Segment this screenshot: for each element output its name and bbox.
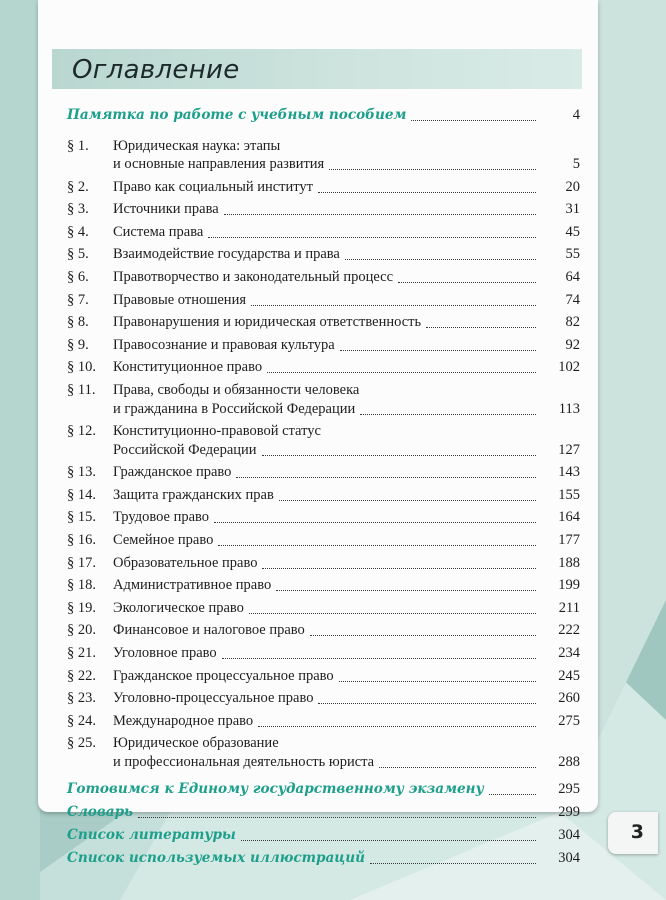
page-ref: 164 <box>558 509 580 526</box>
entry-title-line: Трудовое право <box>113 509 210 526</box>
entry-title-line: Правонарушения и юридическая ответственность <box>113 314 422 331</box>
entry-title-line: Международное право <box>113 712 254 729</box>
entry-title-line: Право как социальный институт <box>113 178 313 195</box>
entry-title-line: Экологическое право <box>113 599 244 616</box>
dot-leader <box>360 412 536 415</box>
page-ref: 155 <box>558 486 580 503</box>
toc-entry-chapter[interactable] <box>67 423 580 460</box>
section-number: § 7. <box>67 291 89 308</box>
table-of-contents <box>38 0 598 867</box>
section-number: § 11. <box>67 382 96 398</box>
dot-leader <box>310 633 536 636</box>
dot-leader <box>345 257 536 260</box>
page-ref: 188 <box>558 554 580 571</box>
dot-leader <box>276 588 536 591</box>
dot-leader <box>222 656 536 659</box>
section-number: § 15. <box>67 509 96 526</box>
page-ref: 45 <box>565 223 580 240</box>
toc-entry-chapter[interactable] <box>67 600 580 619</box>
entry-title-line: Гражданское право <box>113 464 232 481</box>
dot-leader <box>224 212 536 215</box>
section-number: § 8. <box>67 314 89 331</box>
page-ref: 102 <box>558 359 580 376</box>
page-ref: 304 <box>558 827 580 844</box>
page-ref: 275 <box>558 712 580 729</box>
page-ref: 299 <box>558 804 580 821</box>
dot-leader <box>267 370 536 373</box>
section-number: § 17. <box>67 554 96 571</box>
dot-leader <box>339 679 536 682</box>
entry-title-line: Список используемых иллюстраций <box>67 850 365 867</box>
entry-title-line: Юридическое образование <box>113 735 279 752</box>
dot-leader <box>318 701 536 704</box>
entry-title-line: Правотворчество и законодательный процесс <box>113 269 394 285</box>
entry-title-line: Уголовное право <box>113 645 217 661</box>
section-number: § 12. <box>67 423 96 440</box>
page-ref: 260 <box>558 690 580 707</box>
section-number: § 9. <box>67 336 89 353</box>
toc-entry-chapter[interactable] <box>67 555 580 574</box>
toc-entry-chapter[interactable] <box>67 532 580 551</box>
dot-leader <box>249 611 536 614</box>
dot-leader <box>370 861 536 864</box>
dot-leader <box>138 815 536 818</box>
entry-title-line: Уголовно-процессуальное право <box>113 690 314 707</box>
entry-title-line: Система права <box>113 223 204 240</box>
toc-entry-chapter[interactable] <box>67 622 580 641</box>
entry-title-line: Взаимодействие государства и права <box>113 246 340 263</box>
entry-title-line: Список литературы <box>67 827 236 844</box>
entry-title-line: Правовые отношения <box>113 291 246 308</box>
dot-leader <box>208 235 536 238</box>
dot-leader <box>262 453 536 456</box>
section-number: § 3. <box>67 201 89 218</box>
entry-title-line: Финансовое и налоговое право <box>113 622 305 639</box>
toc-entry-chapter[interactable] <box>67 246 580 265</box>
toc-entry-chapter[interactable] <box>67 509 580 528</box>
toc-entry-appendix[interactable] <box>67 850 580 869</box>
page-number-tab <box>608 812 658 854</box>
entry-title-line: Гражданское процессуальное право <box>113 667 334 684</box>
section-number: § 20. <box>67 622 96 639</box>
section-number: § 18. <box>67 577 96 594</box>
entry-title-line: Конституционно-правовой статус <box>113 423 321 440</box>
dot-leader <box>236 475 536 478</box>
page-ref: 304 <box>558 850 580 867</box>
toc-entry-chapter[interactable] <box>67 735 580 772</box>
toc-entry-chapter[interactable] <box>67 464 580 483</box>
section-number: § 25. <box>67 735 96 752</box>
section-number: § 6. <box>67 269 89 285</box>
toc-entry-chapter[interactable] <box>67 359 580 378</box>
page-ref: 127 <box>558 441 580 458</box>
section-number: § 22. <box>67 667 96 684</box>
dot-leader <box>426 325 536 328</box>
dot-leader <box>279 498 536 501</box>
page-title: Оглавление <box>72 55 240 85</box>
dot-leader <box>251 303 536 306</box>
toc-entry-chapter[interactable] <box>67 292 580 311</box>
section-number: § 14. <box>67 486 96 503</box>
toc-entry-chapter[interactable] <box>67 179 580 198</box>
entry-title-line: Готовимся к Единому государственному экзамену <box>67 781 484 798</box>
section-number: § 5. <box>67 246 89 263</box>
page-ref: 245 <box>558 667 580 684</box>
entry-title-line: Юридическая наука: этапы <box>113 137 281 154</box>
entry-title-line: и основные направления развития <box>113 156 325 172</box>
page-ref: 31 <box>565 201 580 218</box>
page-ref: 74 <box>565 291 580 308</box>
page-ref: 82 <box>565 314 580 331</box>
section-number: § 19. <box>67 599 96 616</box>
entry-title-line: Права, свободы и обязанности человека <box>113 382 360 398</box>
page-ref: 55 <box>565 246 580 263</box>
dot-leader <box>379 765 536 768</box>
entry-title-line: Административное право <box>113 577 272 594</box>
toc-entry-intro[interactable] <box>67 107 580 126</box>
section-number: § 13. <box>67 464 96 481</box>
toc-entry-chapter[interactable] <box>67 487 580 506</box>
toc-entry-chapter[interactable] <box>67 645 580 664</box>
page-ref: 288 <box>558 753 580 770</box>
page-ref: 113 <box>558 400 580 417</box>
toc-panel <box>38 0 598 867</box>
toc-entry-chapter[interactable] <box>67 224 580 243</box>
section-number: § 2. <box>67 178 89 195</box>
toc-entry-appendix[interactable] <box>67 781 580 800</box>
page-ref: 211 <box>558 599 580 616</box>
dot-leader <box>241 838 536 841</box>
page-ref: 199 <box>558 577 580 594</box>
dot-leader <box>214 520 536 523</box>
toc-entry-chapter[interactable] <box>67 577 580 596</box>
dot-leader <box>411 118 536 121</box>
dot-leader <box>489 792 536 795</box>
page-ref: 20 <box>565 178 580 195</box>
entry-title-line: Конституционное право <box>113 359 263 376</box>
entry-title-line: Семейное право <box>113 532 214 548</box>
section-number: § 21. <box>67 645 96 661</box>
dot-leader <box>340 348 536 351</box>
entry-title-line: Источники права <box>113 201 219 218</box>
toc-entry-chapter[interactable] <box>67 690 580 709</box>
dot-leader <box>218 543 536 546</box>
entry-title-line: Правосознание и правовая культура <box>113 336 335 353</box>
entry-title-line: Защита гражданских прав <box>113 486 274 503</box>
toc-entry-chapter[interactable] <box>67 138 580 175</box>
toc-entry-chapter[interactable] <box>67 201 580 220</box>
toc-entry-appendix[interactable] <box>67 804 580 823</box>
toc-entry-chapter[interactable] <box>67 668 580 687</box>
page-number: 3 <box>630 821 644 843</box>
section-number: § 10. <box>67 359 96 376</box>
section-number: § 16. <box>67 532 96 548</box>
page-ref: 4 <box>572 107 580 123</box>
dot-leader <box>329 167 536 170</box>
entry-title-line: Памятка по работе с учебным пособием <box>67 107 407 123</box>
entry-title-line: и гражданина в Российской Федерации <box>113 400 356 417</box>
toc-entry-chapter[interactable] <box>67 314 580 333</box>
section-number: § 24. <box>67 712 96 729</box>
entry-title-line: Образовательное право <box>113 554 258 571</box>
page-ref: 234 <box>558 645 580 661</box>
toc-entry-appendix[interactable] <box>67 827 580 846</box>
entry-title-line: и профессиональная деятельность юриста <box>113 753 375 770</box>
page-ref: 222 <box>558 622 580 639</box>
dot-leader <box>262 566 536 569</box>
page-ref: 92 <box>565 336 580 353</box>
toc-entry-chapter[interactable] <box>67 713 580 732</box>
entry-title-line: Российской Федерации <box>113 441 257 458</box>
dot-leader <box>398 280 536 283</box>
page-ref: 143 <box>558 464 580 481</box>
page-ref: 295 <box>558 781 580 798</box>
page-ref: 64 <box>565 269 580 285</box>
section-number: § 23. <box>67 690 96 707</box>
toc-entry-chapter[interactable] <box>67 382 580 419</box>
entry-title-line: Словарь <box>67 804 134 821</box>
dot-leader <box>318 190 536 193</box>
dot-leader <box>258 724 536 727</box>
section-number: § 4. <box>67 223 89 240</box>
page-ref: 5 <box>572 156 580 172</box>
toc-entry-chapter[interactable] <box>67 337 580 356</box>
section-number: § 1. <box>67 137 89 154</box>
page-ref: 177 <box>558 532 580 548</box>
toc-entry-chapter[interactable] <box>67 269 580 288</box>
